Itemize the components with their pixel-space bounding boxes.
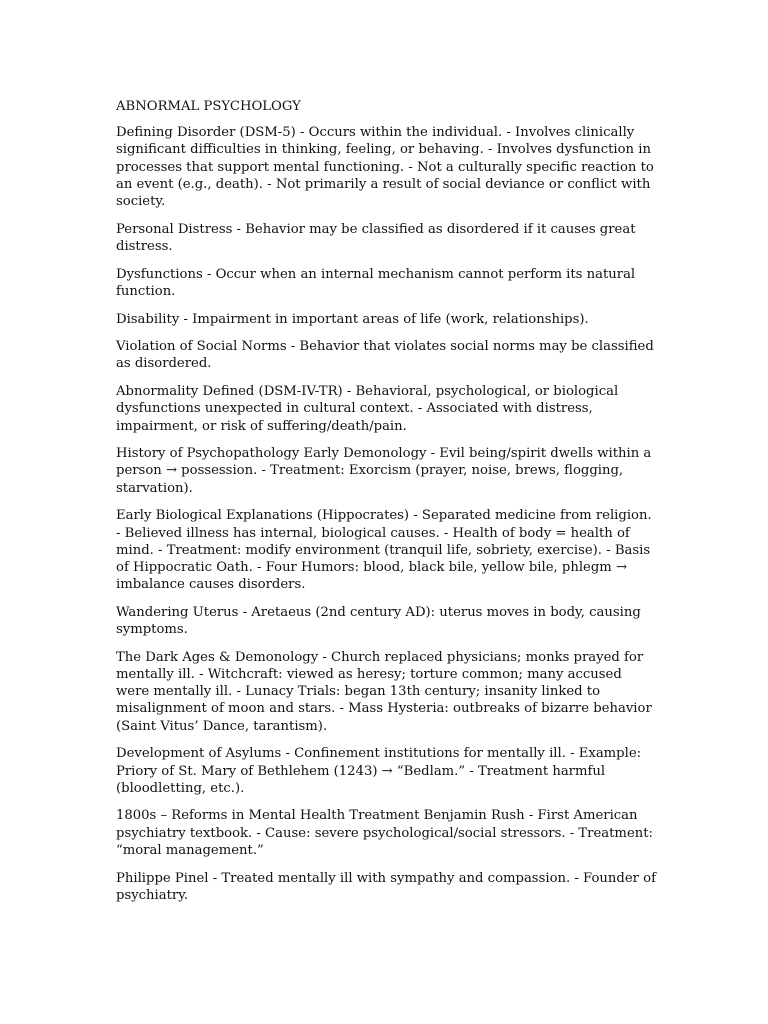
paragraph-asylums: Development of Asylums - Confinement institutions for mentally ill. - Example: Priory of St. Mary of Bethlehem (1243) → “Bedlam.” - Treatment harmful (bloodletting, etc.).	[116, 746, 642, 796]
document-title: ABNORMAL PSYCHOLOGY	[116, 99, 301, 114]
paragraph-dark-ages: The Dark Ages & Demonology - Church replaced physicians; monks prayed for mentally ill. - Witchcraft: viewed as heresy; torture common; many accused were mentally ill. - Lunacy Trials: began 13th century; insanity linked to misalignment of moon and stars. - Mass Hysteria: outbreaks of bizarre behavior (Saint Vitus’ Dance, tarantism).	[116, 649, 652, 734]
paragraph-personal-distress: Personal Distress - Behavior may be classified as disordered if it causes great distress.	[116, 221, 636, 254]
paragraph-early-demonology: History of Psychopathology Early Demonology - Evil being/spirit dwells within a person → possession. - Treatment: Exorcism (prayer, noise, brews, flogging, starvation).	[116, 446, 652, 496]
paragraph-disability: Disability - Impairment in important areas of life (work, relationships).	[116, 311, 589, 327]
paragraph-philippe-pinel: Philippe Pinel - Treated mentally ill with sympathy and compassion. - Founder of psychiatry.	[116, 870, 656, 903]
paragraph-1800s-reforms: 1800s – Reforms in Mental Health Treatment Benjamin Rush - First American psychiatry textbook. - Cause: severe psychological/social stressors. - Treatment: “moral management.”	[116, 808, 653, 858]
paragraph-defining-disorder: Defining Disorder (DSM-5) - Occurs within the individual. - Involves clinically significant difficulties in thinking, feeling, or behaving. - Involves dysfunction in processes that support mental functioning. - Not a culturally specific reaction to an event (e.g., death). - Not primarily a result of social deviance or conflict with society.	[116, 125, 654, 210]
paragraph-dysfunctions: Dysfunctions - Occur when an internal mechanism cannot perform its natural function.	[116, 266, 636, 299]
paragraph-early-biological-explanations: Early Biological Explanations (Hippocrates) - Separated medicine from religion. - Believed illness has internal, biological causes. - Health of body = health of mind. - Treatment: modify environment (tranquil life, sobriety, exercise). - Basis of Hippocratic Oath. - Four Humors: blood, black bile, yellow bile, phlegm → imbalance causes disorders.	[116, 508, 652, 593]
paragraph-wandering-uterus: Wandering Uterus - Aretaeus (2nd century AD): uterus moves in body, causing symptoms.	[116, 604, 641, 638]
paragraph-violation-social-norms: Violation of Social Norms - Behavior that violates social norms may be classified as disordered.	[116, 339, 654, 372]
paragraph-abnormality-defined: Abnormality Defined (DSM-IV-TR) - Behavioral, psychological, or biological dysfunctions unexpected in cultural context. - Associated with distress, impairment, or risk of suffering/death/pain.	[116, 384, 619, 434]
document-page	[116, 98, 656, 914]
